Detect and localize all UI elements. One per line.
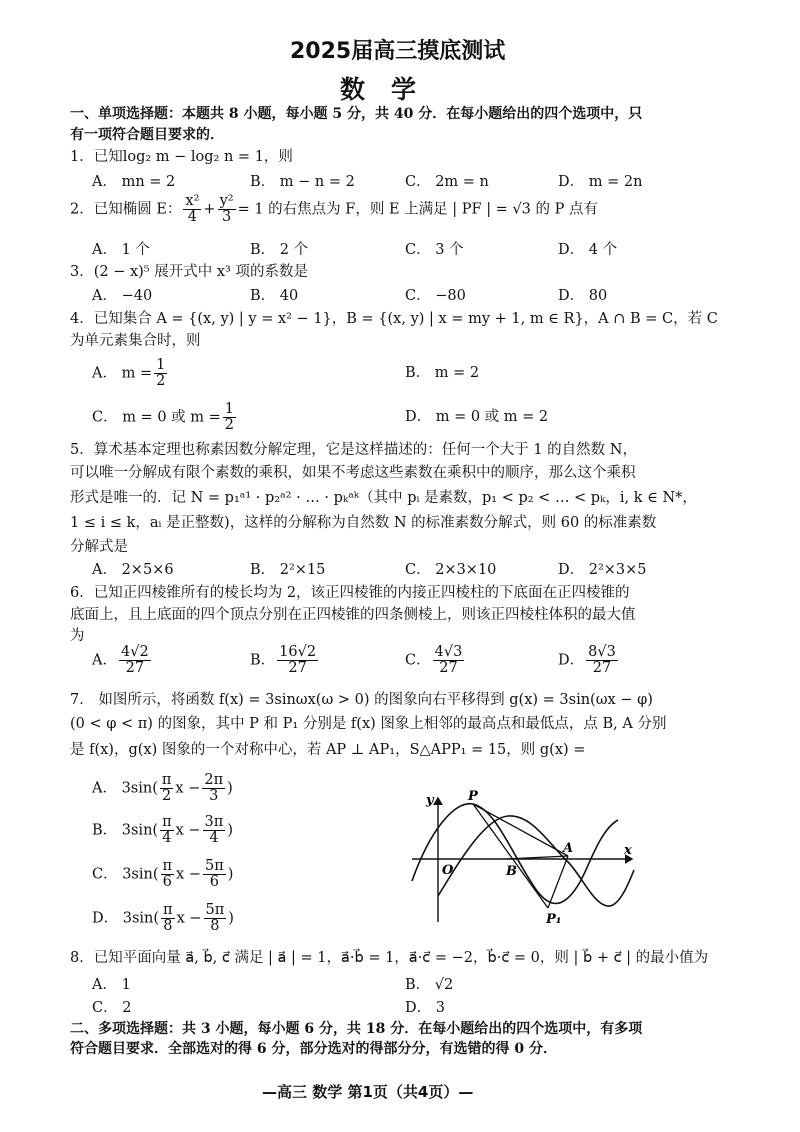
q7-d-end: )	[228, 910, 234, 927]
question-8-stem: 8．已知平面向量 a⃗, b⃗, c⃗ 满足 | a⃗ | = 1，a⃗·b⃗ = 1，a⃗·c⃗ = −2，b⃗·c⃗ = 0，则 | b⃗ + c⃗ | 的最小值为	[70, 950, 709, 966]
q7-d-d1: 8	[163, 918, 173, 935]
q7-c-frac1	[161, 859, 175, 890]
label-p1: P₁	[546, 912, 562, 925]
question-5-line4: 1 ≤ i ≤ k，aᵢ 是正整数)，这样的分解称为自然数 N 的标准素数分解式，则 60 的标准素数	[70, 515, 657, 531]
question-5-line5: 分解式是	[70, 539, 128, 555]
q6-c-num: 4√3	[434, 644, 463, 660]
q7-option-b	[92, 815, 233, 846]
q6-option-d	[558, 645, 620, 676]
q6-b-num: 16√2	[279, 644, 317, 660]
q4-option-c-fraction	[223, 402, 236, 433]
segment-pp1	[473, 804, 548, 908]
q6-a-den: 27	[125, 660, 145, 677]
page-footer: —高三 数学 第1页（共4页）—	[262, 1083, 474, 1101]
q3-option-b: B． 40	[250, 288, 299, 304]
q7-c-end: )	[227, 866, 234, 883]
q4-option-c	[92, 402, 238, 433]
q6-b-den: 27	[288, 660, 307, 677]
q6-d-num: 8√3	[588, 644, 616, 660]
q2-x-fraction	[183, 194, 201, 225]
q6-option-b-label: B．	[250, 652, 276, 669]
question-6-line1: 6．已知正四棱锥所有的棱长均为 2，该正四棱锥的内接正四棱柱的下底面在正四棱锥的	[70, 585, 630, 601]
q6-a-num: 4√2	[120, 644, 149, 660]
question-7-line2: (0 < φ < π) 的图象，其中 P 和 P₁ 分别是 f(x) 图象上相邻的最高点和最低点，点 B, A 分别	[70, 716, 667, 732]
q7-b-label: B． 3sin(	[92, 822, 159, 839]
q3-option-a: A． −40	[92, 288, 153, 304]
q7-option-a	[92, 773, 233, 804]
question-5-line2: 可以唯一分解成有限个素数的乘积，如果不考虑这些素数在乘积中的顺序，那么这个乘积	[70, 465, 636, 481]
question-7-line3: 是 f(x)，g(x) 图象的一个对称中心，若 AP ⊥ AP₁，S△APP₁ = 15，则 g(x) =	[70, 742, 586, 758]
q4-option-a-fraction	[154, 358, 167, 389]
q6-option-c	[405, 645, 466, 676]
q8-option-a: A． 1	[92, 977, 131, 993]
question-6-line3: 为	[70, 628, 85, 644]
q6-c-den: 27	[439, 660, 458, 677]
q2-option-d: D． 4 个	[558, 242, 618, 258]
q5-option-d: D． 2²×3×5	[558, 562, 647, 578]
q2-y-fraction	[218, 194, 236, 225]
q7-a-n1: π	[161, 772, 172, 788]
q7-a-frac2	[202, 773, 225, 804]
question-4-stem-line1: 4．已知集合 A = {(x, y) | y = x² − 1}，B = {(x, y) | x = my + 1, m ∈ R}，A ∩ B = C，若 C	[70, 311, 718, 327]
q2-option-a: A． 1 个	[92, 242, 150, 258]
q2-x-den: 4	[187, 209, 198, 226]
q7-a-end: )	[227, 780, 233, 797]
label-x: x	[624, 843, 632, 858]
q7-b-frac1	[160, 815, 174, 846]
q7-d-d2: 8	[210, 918, 220, 935]
q7-c-mid: x −	[176, 866, 201, 883]
question-3-stem: 3．(2 − x)⁵ 展开式中 x³ 项的系数是	[70, 264, 308, 280]
q2-y-den: 3	[221, 209, 232, 226]
q7-b-d2: 4	[209, 830, 219, 847]
q2-stem-b: = 1 的右焦点为 F，则 E 上满足 | PF | = √3 的 P 点有	[237, 201, 598, 218]
q1-option-c: C． 2m = n	[405, 174, 489, 190]
q7-b-n1: π	[162, 814, 172, 830]
g-curve	[438, 816, 634, 906]
q2-x-num: x²	[185, 193, 200, 209]
q7-a-label: A． 3sin(	[92, 780, 158, 797]
q4-option-d: D． m = 0 或 m = 2	[405, 409, 549, 425]
q7-b-n2: 3π	[204, 814, 224, 830]
q6-option-a-label: A．	[92, 652, 117, 669]
question-2-stem	[70, 194, 598, 225]
q2-option-b: B． 2 个	[250, 242, 309, 258]
q7-a-n2: 2π	[204, 772, 224, 788]
q7-d-frac1	[161, 903, 175, 934]
q7-a-frac1	[160, 773, 174, 804]
q7-option-d	[92, 903, 234, 934]
subject-title: 数学	[340, 75, 443, 104]
q7-a-d2: 3	[209, 788, 219, 805]
q2-stem-a: 2．已知椭圆 E：	[70, 201, 182, 218]
q6-option-c-label: C．	[405, 652, 431, 669]
label-o: O	[442, 863, 454, 878]
exam-title: 2025届高三摸底测试	[290, 39, 506, 64]
q7-b-frac2	[203, 815, 226, 846]
q7-d-frac2	[204, 903, 227, 934]
q5-option-b: B． 2²×15	[250, 562, 326, 578]
section2-heading-line2: 符合题目要求．全部选对的得 6 分，部分选对的得部分分，有选错的得 0 分．	[70, 1041, 557, 1057]
section1-heading-line2: 有一项符合题目要求的．	[70, 127, 224, 143]
q7-b-d1: 4	[162, 830, 172, 847]
q6-option-b	[250, 645, 320, 676]
q7-sine-graph	[410, 790, 640, 925]
q3-option-d: D． 80	[558, 288, 608, 304]
q4-a-num: 1	[156, 357, 166, 373]
question-4-stem-line2: 为单元素集合时，则	[70, 333, 201, 349]
q8-option-c: C． 2	[92, 1000, 132, 1016]
question-5-line1: 5．算术基本定理也称素因数分解定理，它是这样描述的：任何一个大于 1 的自然数 N，	[70, 442, 637, 458]
question-1-stem: 1．已知log₂ m − log₂ n = 1，则	[70, 149, 293, 165]
q1-option-b: B． m − n = 2	[250, 174, 355, 190]
label-p: P	[468, 790, 478, 804]
q7-a-mid: x −	[175, 780, 201, 797]
q4-option-c-pre: C． m = 0 或 m =	[92, 409, 221, 426]
q6-option-b-fraction	[277, 645, 318, 676]
q4-a-den: 2	[156, 373, 166, 390]
question-7-line1: 7． 如图所示，将函数 f(x) = 3sinωx(ω > 0) 的图象向右平移得到 g(x) = 3sin(ωx − φ)	[70, 692, 653, 708]
q6-option-a-fraction	[119, 645, 151, 676]
section2-heading-line1: 二、多项选择题：共 3 小题，每小题 6 分，共 18 分．在每小题给出的四个选项中，有多项	[70, 1021, 643, 1037]
q7-c-d2: 6	[209, 874, 219, 891]
label-b: B	[506, 864, 517, 879]
q7-option-c	[92, 859, 233, 890]
q5-option-a: A． 2×5×6	[92, 562, 174, 578]
q7-b-mid: x −	[175, 822, 201, 839]
q7-d-label: D． 3sin(	[92, 910, 160, 927]
label-a: A	[563, 841, 574, 856]
q6-option-c-fraction	[433, 645, 465, 676]
label-y: y	[426, 793, 434, 808]
section1-heading-line1: 一、单项选择题：本题共 8 小题，每小题 5 分，共 40 分．在每小题给出的四个选项中，只	[70, 106, 643, 122]
q8-option-b: B． √2	[405, 977, 454, 993]
q7-d-mid: x −	[176, 910, 202, 927]
q4-option-a-pre: A． m =	[92, 365, 153, 382]
q6-option-d-label: D．	[558, 652, 585, 669]
q4-option-a	[92, 358, 169, 389]
q2-plus: +	[203, 201, 216, 218]
q3-option-c: C． −80	[405, 288, 466, 304]
q1-option-d: D． m = 2n	[558, 174, 643, 190]
q7-c-n1: π	[162, 858, 173, 874]
question-5-line3: 形式是唯一的．记 N = p₁ᵃ¹ · p₂ᵃ² · … · pₖᵃᵏ（其中 pᵢ 是素数，p₁ < p₂ < … < pₖ，i, k ∈ N*，	[70, 490, 697, 506]
q7-b-end: )	[227, 822, 233, 839]
q4-c-den: 2	[224, 417, 235, 434]
q7-d-n1: π	[163, 902, 173, 918]
question-6-line2: 底面上，且上底面的四个顶点分别在正四棱锥的四条侧棱上，则该正四棱柱体积的最大值	[70, 607, 636, 623]
q7-c-n2: 5π	[204, 858, 224, 874]
q5-option-c: C． 2×3×10	[405, 562, 497, 578]
q7-d-n2: 5π	[205, 902, 225, 918]
q4-option-b: B． m = 2	[405, 365, 480, 381]
q6-option-d-fraction	[586, 645, 618, 676]
q8-option-d: D． 3	[405, 1000, 445, 1016]
q7-c-frac2	[203, 859, 226, 890]
q7-c-label: C． 3sin(	[92, 866, 159, 883]
q4-c-num: 1	[224, 401, 235, 417]
q6-option-a	[92, 645, 153, 676]
q1-option-a: A． mn = 2	[92, 174, 176, 190]
q7-c-d1: 6	[162, 874, 172, 891]
q6-d-den: 27	[592, 660, 612, 677]
q2-y-num: y²	[219, 193, 234, 209]
q2-option-c: C． 3 个	[405, 242, 464, 258]
q7-a-d1: 2	[162, 788, 172, 805]
segment-ap	[473, 804, 568, 856]
